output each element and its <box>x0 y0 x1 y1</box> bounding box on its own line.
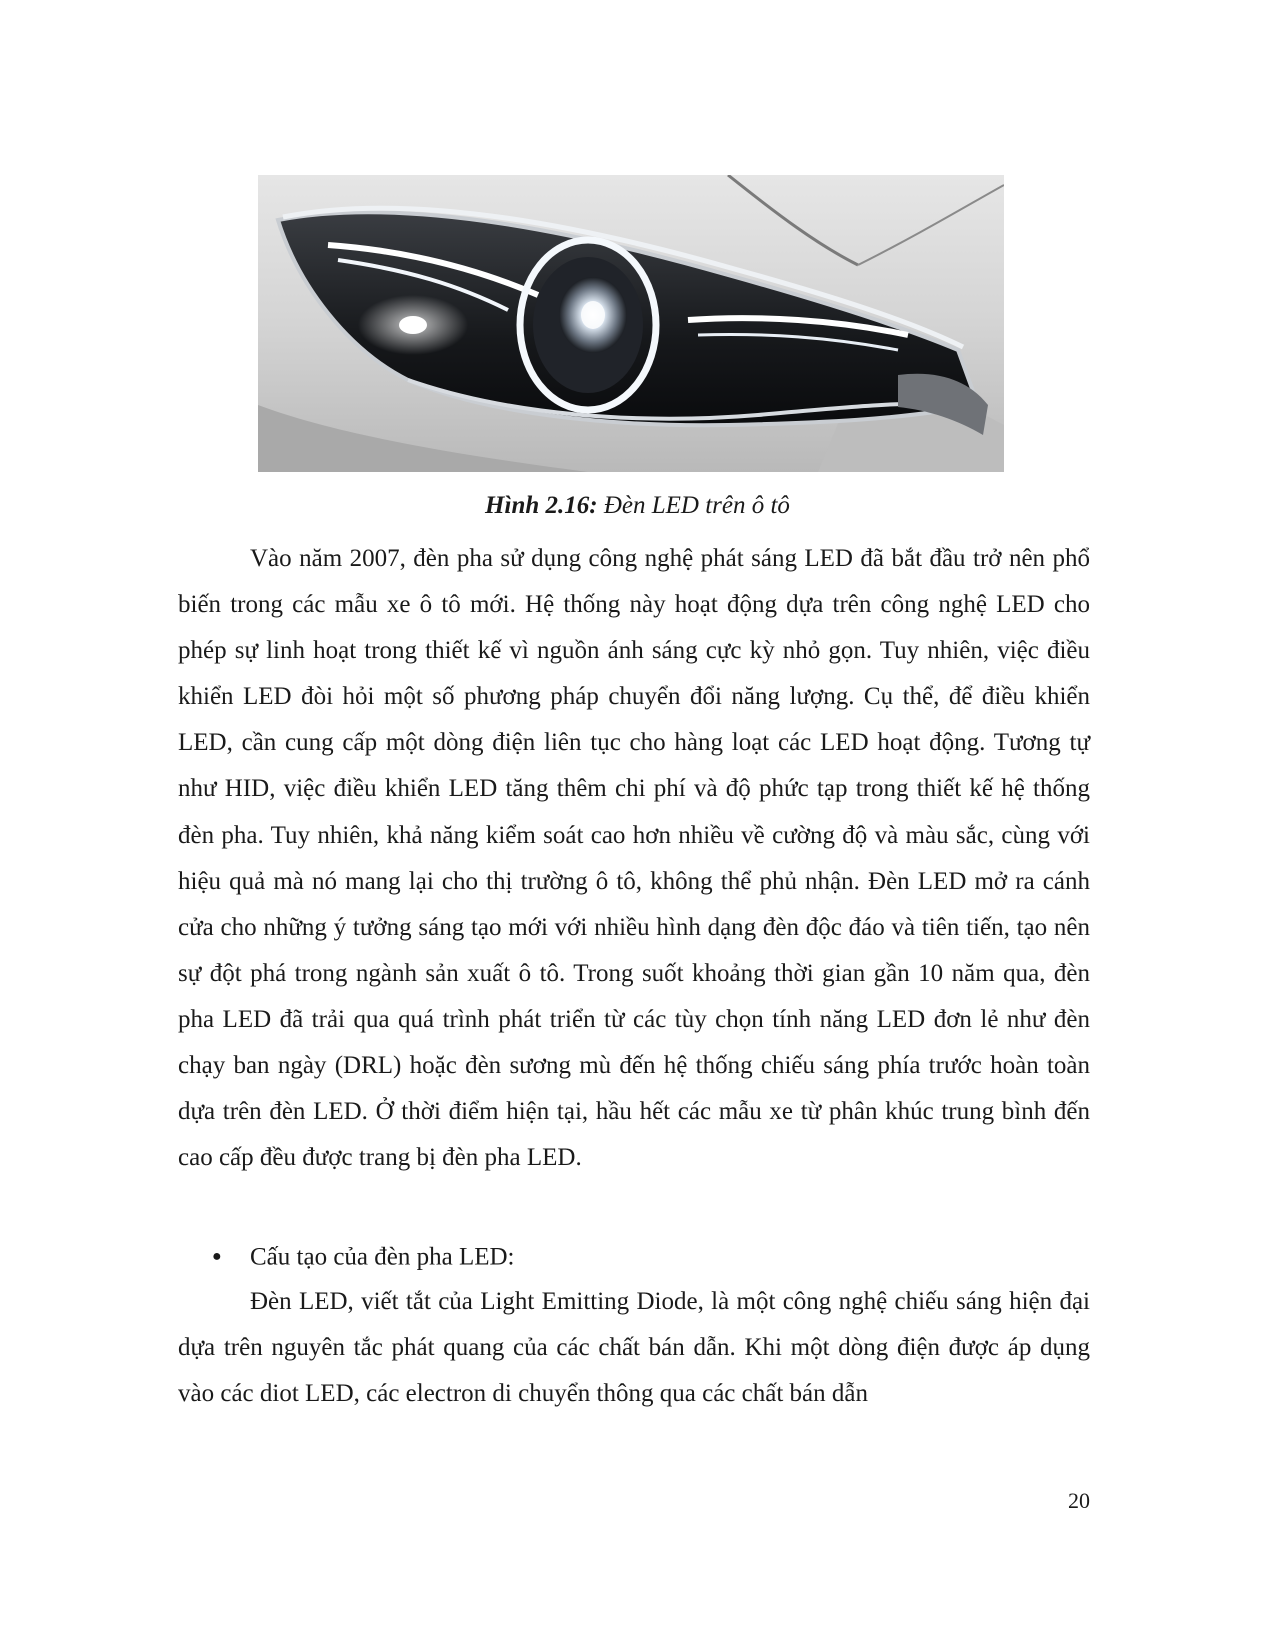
car-led-headlight-photo <box>258 175 1004 472</box>
paragraph-led-history <box>178 536 1090 1181</box>
bullet-icon: ● <box>212 1248 222 1266</box>
page-number: 20 <box>1068 1488 1090 1513</box>
figure-caption-text: Đèn LED trên ô tô <box>597 492 790 519</box>
paragraph-text: Vào năm 2007, đèn pha sử dụng công nghệ phát sáng LED đã bắt đầu trở nên phổ biến trong các mẫu xe ô tô mới. Hệ thống này hoạt động dựa trên công nghệ LED cho phép sự linh hoạt trong thiết kế vì nguồn ánh sáng cực kỳ nhỏ gọn. Tuy nhiên, việc điều khiển LED đòi hỏi một số phương pháp chuyển đổi năng lượng. Cụ thể, để điều khiển LED, cần cung cấp một dòng điện liên tục cho hàng loạt các LED hoạt động. Tương tự như HID, việc điều khiển LED tăng thêm chi phí và độ phức tạp trong thiết kế hệ thống đèn pha. Tuy nhiên, khả năng kiểm soát cao hơn nhiều về cường độ và màu sắc, cùng với hiệu quả mà nó mang lại cho thị trường ô tô, không thể phủ nhận. Đèn LED mở ra cánh cửa cho những ý tưởng sáng tạo mới với nhiều hình dạng đèn độc đáo và tiên tiến, tạo nên sự đột phá trong ngành sản xuất ô tô. Trong suốt khoảng thời gian gần 10 năm qua, đèn pha LED đã trải qua quá trình phát triển từ các tùy chọn tính năng LED đơn lẻ như đèn chạy ban ngày (DRL) hoặc đèn sương mù đến hệ thống chiếu sáng phía trước hoàn toàn dựa trên đèn LED. Ở thời điểm hiện tại, hầu hết các mẫu xe từ phân khúc trung bình đến cao cấp đều được trang bị đèn pha LED. <box>178 545 1090 1172</box>
paragraph-text: Đèn LED, viết tắt của Light Emitting Diode, là một công nghệ chiếu sáng hiện đại dựa trên nguyên tắc phát quang của các chất bán dẫn. Khi một dòng điện được áp dụng vào các diot LED, các electron di chuyển thông qua các chất bán dẫn <box>178 1288 1090 1408</box>
paragraph-led-structure <box>178 1279 1090 1417</box>
figure-caption <box>0 490 1275 522</box>
figure-label: Hình 2.16: <box>485 492 598 519</box>
bullet-item <box>178 1233 1090 1280</box>
bullet-text: Cấu tạo của đèn pha LED: <box>250 1243 515 1271</box>
